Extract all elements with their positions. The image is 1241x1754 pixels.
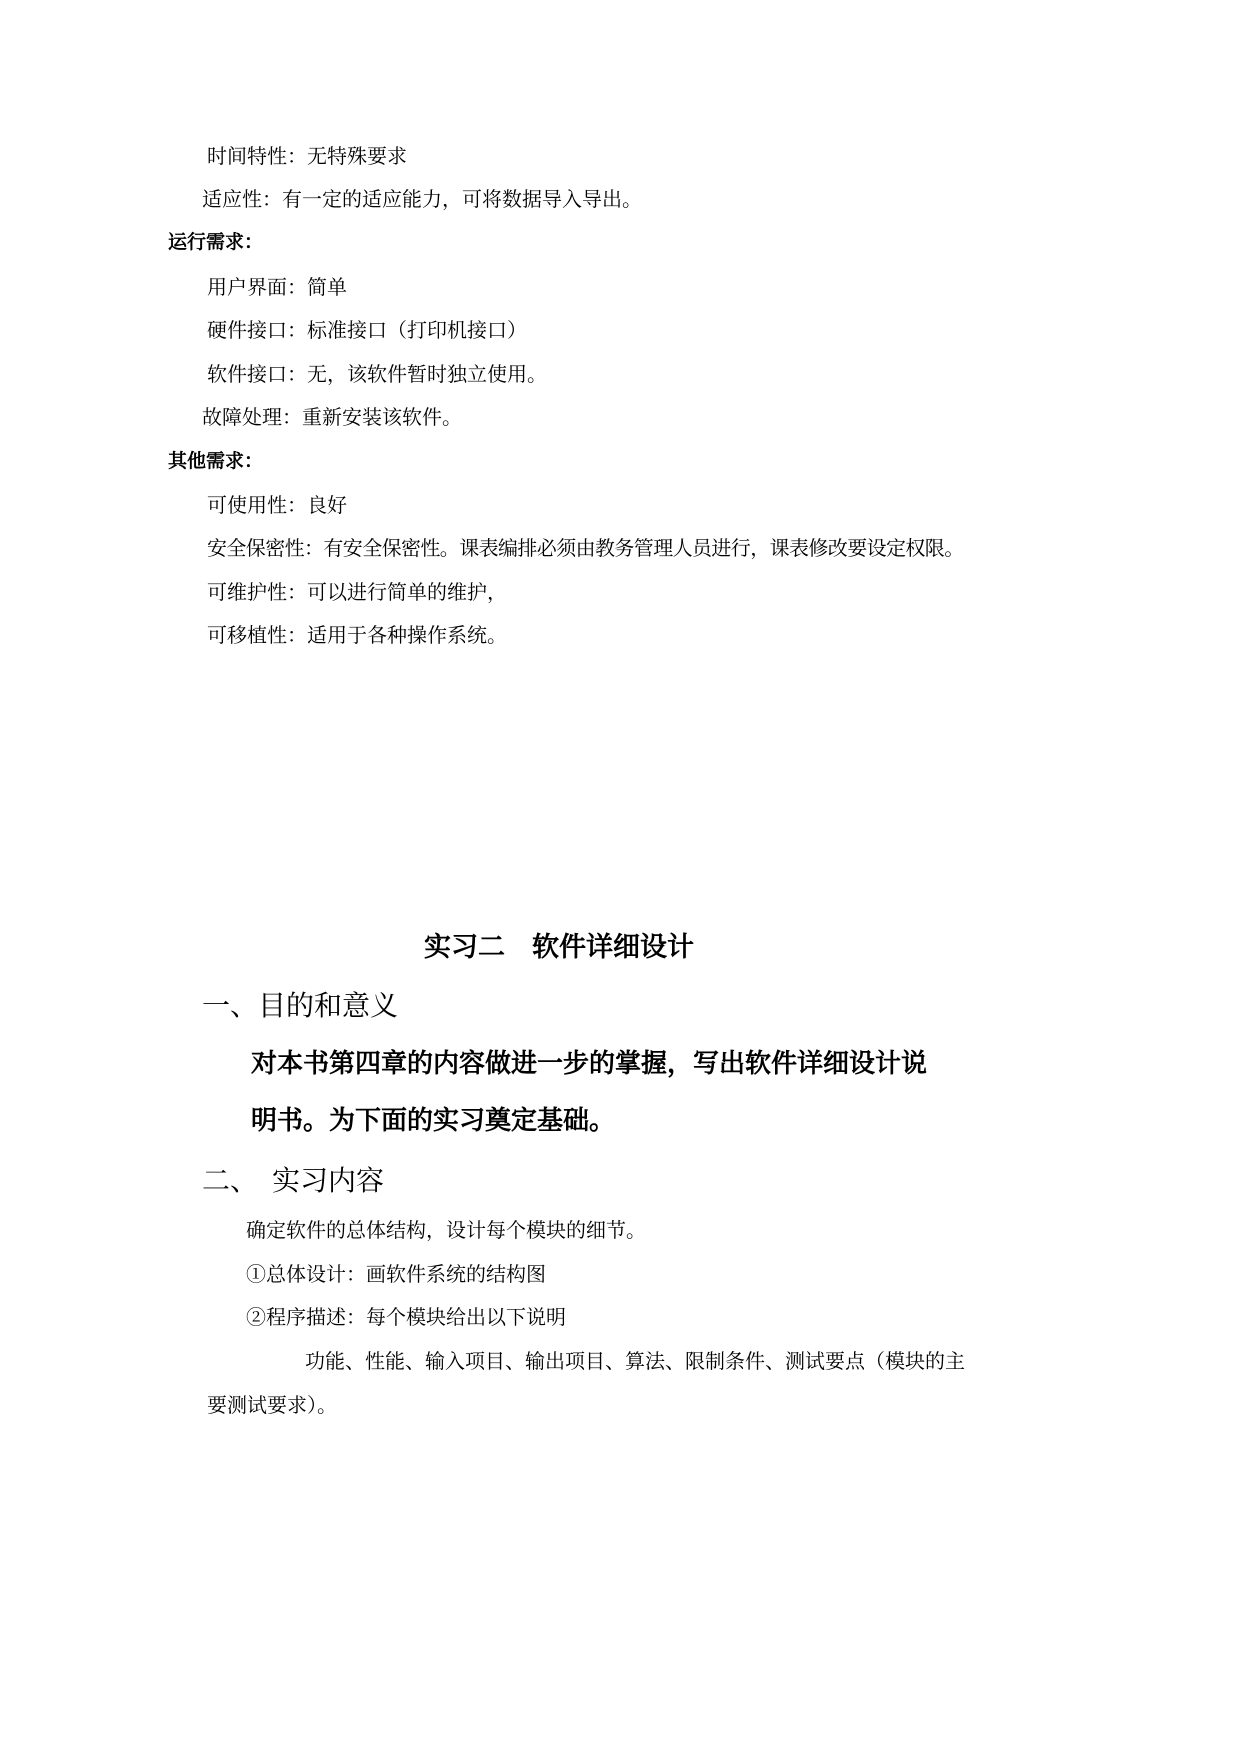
internship2-title: 实习二 软件详细设计	[424, 932, 694, 963]
time-characteristic-line: 时间特性：无特殊要求	[207, 144, 407, 168]
program-description-item: ②程序描述：每个模块给出以下说明	[246, 1305, 566, 1329]
runtime-requirements-label: 运行需求：	[168, 231, 264, 253]
maintainability-line: 可维护性：可以进行简单的维护，	[207, 580, 507, 604]
description-detail-line-1: 功能、性能、输入项目、输出项目、算法、限制条件、测试要点（模块的主	[305, 1349, 965, 1373]
portability-line: 可移植性：适用于各种操作系统。	[207, 623, 507, 647]
content-intro-line: 确定软件的总体结构，设计每个模块的细节。	[246, 1218, 646, 1242]
usability-line: 可使用性：良好	[207, 493, 347, 517]
content-heading: 二、 实习内容	[202, 1164, 385, 1197]
other-requirements-label: 其他需求：	[168, 450, 264, 472]
overall-design-item: ①总体设计：画软件系统的结构图	[246, 1262, 546, 1286]
user-interface-line: 用户界面：简单	[207, 275, 347, 299]
fault-handling-line: 故障处理：重新安装该软件。	[202, 405, 462, 429]
description-detail-line-2: 要测试要求）。	[207, 1393, 337, 1417]
hardware-interface-line: 硬件接口：标准接口（打印机接口）	[207, 318, 527, 342]
adaptability-line: 适应性：有一定的适应能力，可将数据导入导出。	[202, 187, 642, 211]
software-interface-line: 软件接口：无，该软件暂时独立使用。	[207, 362, 547, 386]
purpose-paragraph-line-2: 明书。为下面的实习奠定基础。	[251, 1106, 616, 1136]
purpose-heading: 一、目的和意义	[202, 989, 399, 1022]
purpose-paragraph-line-1: 对本书第四章的内容做进一步的掌握，写出软件详细设计说	[251, 1049, 928, 1079]
security-line: 安全保密性：有安全保密性。课表编排必须由教务管理人员进行，课表修改要设定权限。	[207, 536, 964, 560]
